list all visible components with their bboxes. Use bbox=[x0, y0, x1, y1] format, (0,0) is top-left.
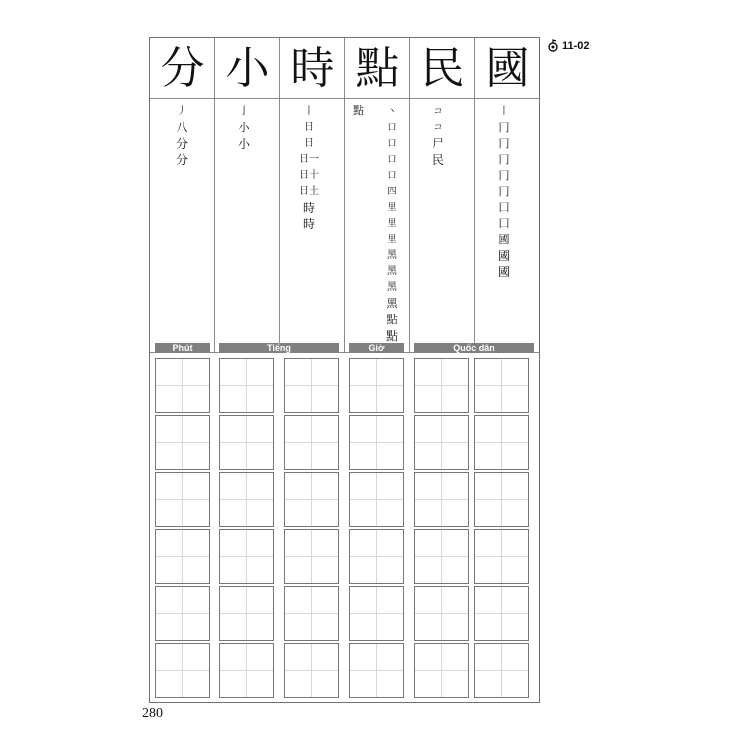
writing-cell bbox=[349, 586, 404, 641]
stroke-step: 亅 bbox=[239, 106, 249, 117]
stroke-order-column bbox=[234, 104, 254, 152]
stroke-step: 冂 bbox=[498, 169, 510, 182]
writing-cell bbox=[155, 472, 210, 527]
stroke-step: 冂 bbox=[498, 121, 510, 134]
meaning-label: Phút bbox=[155, 343, 210, 353]
stroke-step: 日土 bbox=[299, 186, 319, 197]
stroke-step: 尸 bbox=[432, 137, 444, 150]
stroke-step: 國 bbox=[497, 265, 510, 279]
model-character: 民 bbox=[420, 43, 465, 94]
writing-cell bbox=[284, 529, 339, 584]
stroke-step: 小 bbox=[237, 137, 250, 151]
meaning-label: Quốc dân bbox=[414, 343, 534, 353]
stroke-step: 民 bbox=[431, 153, 444, 167]
stroke-step: 囗 bbox=[498, 201, 510, 214]
stroke-order-column bbox=[494, 104, 514, 280]
writing-cell bbox=[219, 586, 274, 641]
writing-cell bbox=[349, 529, 404, 584]
stroke-step: 黑 bbox=[386, 297, 398, 310]
stroke-step: コ bbox=[433, 123, 443, 133]
stroke-step: 黑 bbox=[387, 282, 397, 293]
stroke-step: 口 bbox=[387, 171, 397, 181]
stroke-step: 黑 bbox=[387, 266, 397, 277]
stroke-step: 口 bbox=[387, 155, 397, 165]
stroke-step: 日一 bbox=[299, 154, 319, 165]
stroke-order-column bbox=[172, 104, 192, 168]
writing-cell bbox=[414, 358, 469, 413]
writing-cell bbox=[155, 586, 210, 641]
stroke-step: 里 bbox=[387, 235, 397, 245]
audio-icon bbox=[548, 39, 558, 52]
stroke-step: 國 bbox=[497, 249, 510, 263]
lesson-code-text: 11-02 bbox=[562, 39, 590, 52]
meaning-label: Tiếng bbox=[219, 343, 339, 353]
writing-cell bbox=[414, 643, 469, 698]
stroke-step: 日 bbox=[304, 122, 314, 133]
stroke-step: 小 bbox=[238, 121, 250, 134]
stroke-step: 冂 bbox=[498, 185, 510, 198]
writing-cell bbox=[284, 358, 339, 413]
stroke-step: 點 bbox=[385, 329, 398, 343]
writing-cell bbox=[474, 643, 529, 698]
stroke-order-column bbox=[428, 104, 448, 168]
writing-cell bbox=[284, 586, 339, 641]
stroke-step: 丿 bbox=[177, 106, 187, 117]
stroke-step: 分 bbox=[175, 137, 188, 151]
page-number: 280 bbox=[142, 706, 163, 721]
writing-cell bbox=[284, 472, 339, 527]
writing-cell bbox=[474, 472, 529, 527]
stroke-step: 冂 bbox=[498, 153, 510, 166]
stroke-step: 時 bbox=[302, 217, 315, 231]
stroke-step: 黑 bbox=[387, 250, 397, 261]
meaning-label: Giờ bbox=[349, 343, 404, 353]
writing-cell bbox=[349, 415, 404, 470]
writing-cell bbox=[155, 415, 210, 470]
writing-cell bbox=[474, 586, 529, 641]
writing-cell bbox=[414, 586, 469, 641]
stroke-step: 里 bbox=[387, 203, 397, 213]
writing-cell bbox=[219, 472, 274, 527]
stroke-step: 日 bbox=[304, 138, 314, 149]
writing-cell bbox=[284, 643, 339, 698]
stroke-step: 冂 bbox=[498, 137, 510, 150]
stroke-step: 丨 bbox=[499, 106, 509, 117]
stroke-step: 分 bbox=[175, 153, 188, 167]
writing-cell bbox=[155, 358, 210, 413]
stroke-step: 八 bbox=[176, 121, 188, 134]
stroke-step: 日十 bbox=[299, 170, 319, 181]
writing-cell bbox=[474, 358, 529, 413]
model-character: 點 bbox=[355, 43, 400, 94]
writing-cell bbox=[219, 529, 274, 584]
model-character: 時 bbox=[290, 43, 335, 94]
stroke-step: 國 bbox=[498, 233, 510, 246]
stroke-step: 時 bbox=[302, 201, 315, 215]
stroke-step-label: 點 bbox=[353, 104, 364, 117]
writing-cell bbox=[155, 529, 210, 584]
writing-cell bbox=[284, 415, 339, 470]
stroke-order-column bbox=[299, 104, 319, 232]
model-character: 國 bbox=[485, 43, 530, 94]
writing-cell bbox=[349, 472, 404, 527]
stroke-step: 點 bbox=[386, 313, 398, 326]
stroke-step: 囗 bbox=[498, 217, 510, 230]
writing-cell bbox=[414, 472, 469, 527]
writing-cell bbox=[219, 358, 274, 413]
writing-cell bbox=[414, 415, 469, 470]
stroke-step: 丨 bbox=[304, 106, 314, 117]
stroke-step: 丶 bbox=[387, 107, 397, 117]
writing-cell bbox=[219, 415, 274, 470]
header-divider bbox=[150, 98, 539, 99]
writing-cell bbox=[155, 643, 210, 698]
writing-cell bbox=[349, 643, 404, 698]
writing-cell bbox=[414, 529, 469, 584]
stroke-step: 里 bbox=[387, 219, 397, 229]
lesson-code bbox=[548, 39, 590, 52]
model-character: 分 bbox=[160, 43, 205, 94]
writing-cell bbox=[349, 358, 404, 413]
model-character: 小 bbox=[225, 43, 270, 94]
stroke-step: コ bbox=[433, 107, 443, 117]
stroke-step: 口 bbox=[387, 139, 397, 149]
stroke-step: 口 bbox=[387, 123, 397, 133]
writing-cell bbox=[219, 643, 274, 698]
practice-sheet bbox=[149, 37, 540, 703]
stroke-step: 四 bbox=[387, 187, 397, 197]
writing-cell bbox=[474, 529, 529, 584]
stroke-order-column bbox=[382, 104, 402, 344]
writing-cell bbox=[474, 415, 529, 470]
